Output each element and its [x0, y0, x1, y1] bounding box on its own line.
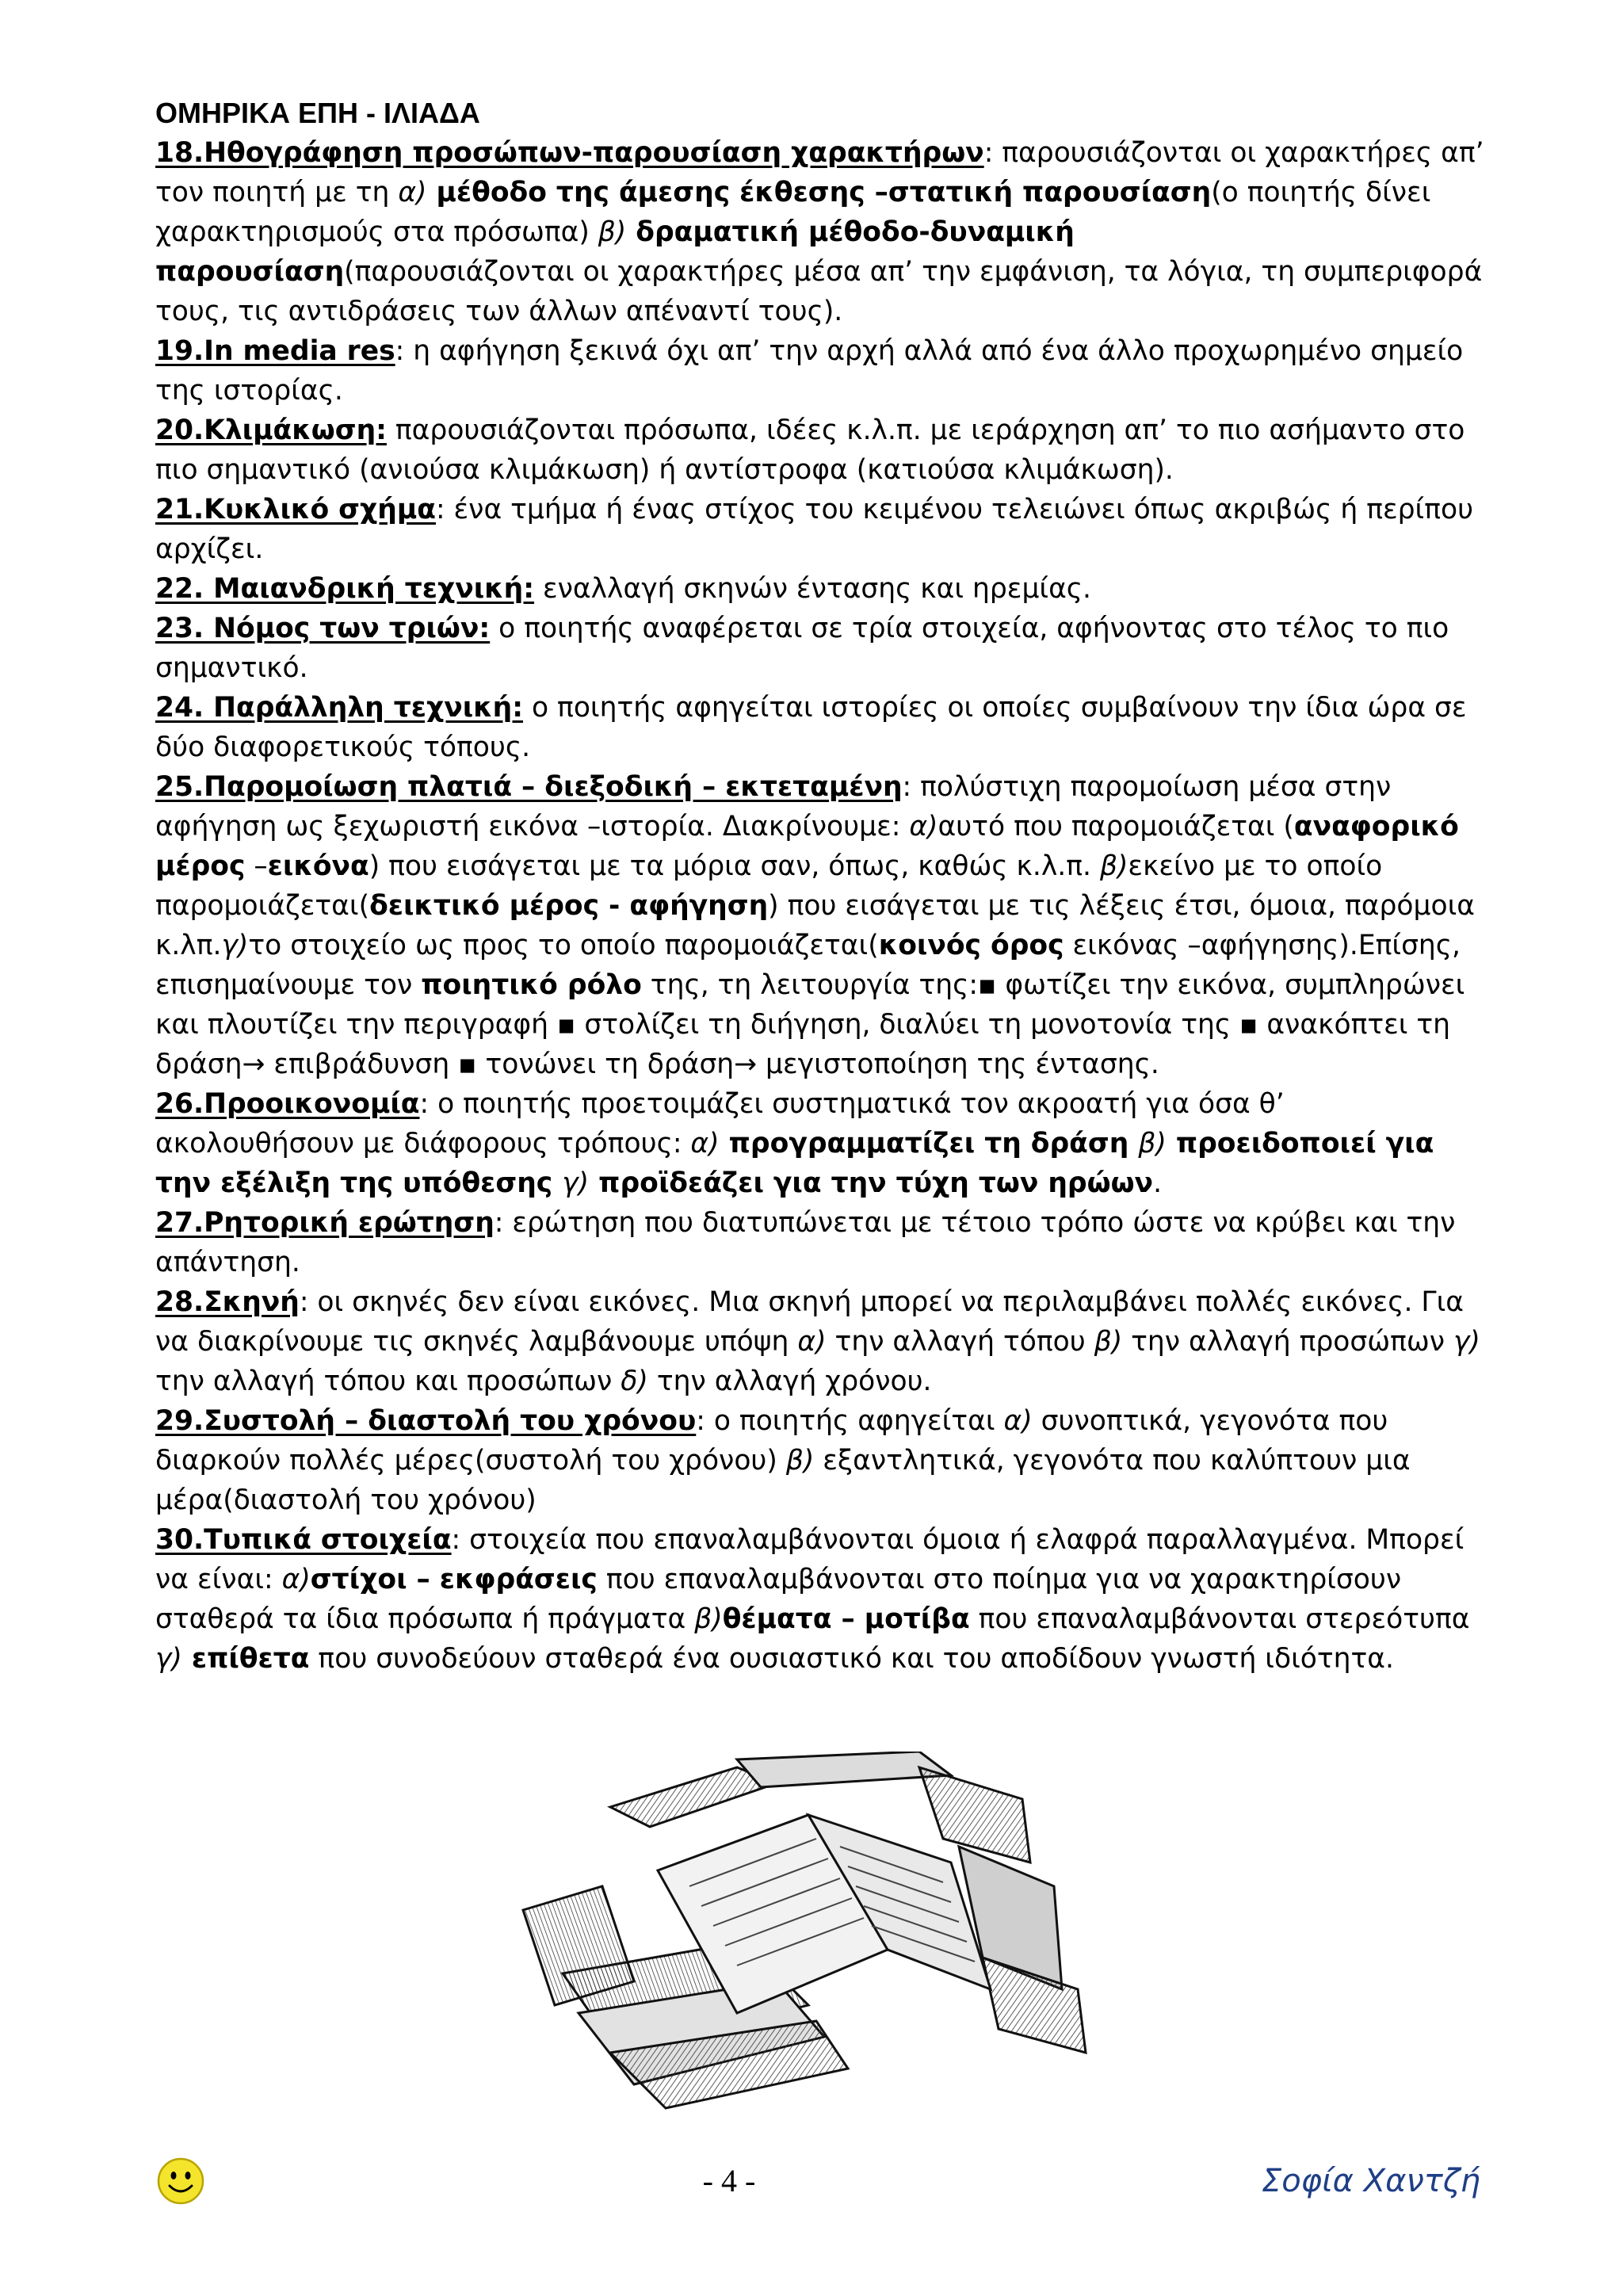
item-25-text-3: – — [245, 850, 268, 882]
item-25-term: 25.Παρομοίωση πλατιά – διεξοδική – εκτεταμένη — [155, 771, 903, 803]
item-29-text: : ο ποιητής αφηγείται — [696, 1405, 1004, 1437]
item-26-alpha: α) — [690, 1128, 720, 1159]
item-22-text: εναλλαγή σκηνών έντασης και ηρεμίας. — [534, 573, 1092, 605]
item-30-bold-2: θέματα – μοτίβα — [722, 1603, 970, 1635]
item-29-term: 29.Συστολή – διαστολή του χρόνου — [155, 1405, 697, 1437]
item-30-text-2: που επαναλαμβάνονται στο ποίημα για να χαρακτηρίσουν σταθερά τα ίδια πρόσωπα ή πράγματα — [155, 1564, 1402, 1635]
item-18-term: 18.Ηθογράφηση προσώπων-παρουσίαση χαρακτήρων — [155, 137, 984, 169]
item-30-text-3: που επαναλαμβάνονται στερεότυπα — [969, 1603, 1470, 1635]
item-28-text: : οι σκηνές δεν είναι εικόνες. Μια σκηνή μπορεί να περιλαμβάνει πολλές εικόνες. Για να διακρίνουμε τις σκηνές λαμβάνουμε υπόψη — [155, 1286, 1465, 1358]
item-23-term: 23. Νόμος των τριών: — [155, 613, 491, 644]
books-illustration — [475, 1752, 1109, 2116]
item-18-text-3: (παρουσιάζονται οι χαρακτήρες μέσα απ’ την εμφάνιση, τα λόγια, τη συμπεριφορά τους, τις αντιδράσεις των άλλων απέναντί τους). — [155, 256, 1483, 327]
item-30-bold-1: στίχοι – εκφράσεις — [310, 1564, 598, 1595]
item-30-bold-3: επίθετα — [181, 1643, 310, 1675]
author-name: Σοφία Χαντζή — [1261, 2163, 1480, 2199]
item-18-text: : παρουσιάζονται οι χαρακτήρες απ’ τον ποιητή με τη — [155, 137, 1484, 208]
item-26 — [155, 1084, 1487, 1203]
item-25-bold-4: κοινός όρος — [878, 930, 1064, 961]
item-25 — [155, 767, 1487, 1084]
item-27-text: : ερώτηση που διατυπώνεται με τέτοιο τρόπο ώστε να κρύβει και την απάντηση. — [155, 1207, 1456, 1278]
item-28-text-2: την αλλαγή τόπου — [826, 1326, 1094, 1358]
item-30-text-4: που συνοδεύουν σταθερά ένα ουσιαστικό και του αποδίδουν γνωστή ιδιότητα. — [309, 1643, 1394, 1675]
item-29-alpha: α) — [1003, 1405, 1033, 1437]
item-18-bold-1: μέθοδο της άμεσης έκθεσης –στατική παρουσίαση — [426, 177, 1212, 208]
item-28-beta: β) — [1094, 1326, 1123, 1358]
item-18-beta: β) — [598, 216, 627, 248]
item-25-bold-5: ποιητικό ρόλο — [421, 969, 642, 1001]
item-25-bold-1: αναφορικό μέρος — [155, 811, 1459, 882]
item-26-gamma: γ) — [562, 1167, 590, 1199]
item-22-term: 22. Μαιανδρική τεχνική: — [155, 573, 535, 605]
item-25-text-4: ) που εισάγεται με τα μόρια σαν, όπως, καθώς κ.λ.π. — [369, 850, 1100, 882]
item-28-gamma: γ) — [1453, 1326, 1480, 1358]
item-20-term: 20.Κλιμάκωση: — [155, 415, 387, 446]
item-26-bold-3: προϊδεάζει για την τύχη των ηρώων — [589, 1167, 1154, 1199]
item-24-term: 24. Παράλληλη τεχνική: — [155, 692, 524, 724]
item-28-delta: δ) — [621, 1366, 648, 1397]
item-28-term: 28.Σκηνή — [155, 1286, 300, 1318]
item-30 — [155, 1520, 1487, 1679]
item-25-text-8: εικόνας –αφήγησης).Επίσης, επισημαίνουμε τον — [155, 930, 1461, 1001]
item-29-beta: β) — [785, 1445, 815, 1477]
item-18-text-2: (ο ποιητής δίνει χαρακτηρισμούς στα πρόσωπα) — [155, 177, 1431, 248]
item-30-gamma: γ) — [155, 1643, 182, 1675]
item-28-alpha: α) — [797, 1326, 827, 1358]
item-25-text-6: ) που εισάγεται με τις λέξεις έτσι, όμοια, παρόμοια κ.λπ. — [155, 890, 1475, 961]
item-19-term: 19.In media res — [155, 335, 395, 367]
item-23-text: ο ποιητής αναφέρεται σε τρία στοιχεία, αφήνοντας στο τέλος το πιο σημαντικό. — [155, 613, 1449, 684]
item-26-term: 26.Προοικονομία — [155, 1088, 420, 1120]
item-24 — [155, 688, 1487, 767]
item-18 — [155, 133, 1487, 331]
item-29-text-3: εξαντλητικά, γεγονότα που καλύπτουν μια μέρα(διαστολή του χρόνου) — [155, 1445, 1411, 1516]
item-29-text-2: συνοπτικά, γεγονότα που διαρκούν πολλές μέρες(συστολή του χρόνου) — [155, 1405, 1388, 1477]
item-26-bold-1: προγραμματίζει τη δράση — [719, 1128, 1139, 1159]
item-22 — [155, 569, 1487, 609]
item-21-term: 21.Κυκλικό σχήμα — [155, 494, 436, 525]
item-25-text-5: εκείνο με το οποίο παρομοιάζεται( — [155, 850, 1383, 922]
item-19-text: : η αφήγηση ξεκινά όχι απ’ την αρχή αλλά από ένα άλλο προχωρημένο σημείο της ιστορίας. — [155, 335, 1464, 407]
item-26-text-2: . — [1153, 1167, 1163, 1199]
item-18-bold-2: δραματική μέθοδο-δυναμική παρουσίαση — [155, 216, 1075, 288]
item-30-text: : στοιχεία που επαναλαμβάνονται όμοια ή ελαφρά παραλλαγμένα. Μπορεί να είναι: — [155, 1524, 1465, 1595]
page-number: - 4 - — [702, 2163, 756, 2199]
item-21-text: : ένα τμήμα ή ένας στίχος του κειμένου τελειώνει όπως ακριβώς ή περίπου αρχίζει. — [155, 494, 1474, 565]
item-27-term: 27.Ρητορική ερώτηση — [155, 1207, 495, 1239]
item-30-beta: β) — [694, 1603, 723, 1635]
item-18-alpha: α) — [398, 177, 427, 208]
item-25-bold-3: δεικτικό μέρος - αφήγηση — [369, 890, 769, 922]
item-20-text: παρουσιάζονται πρόσωπα, ιδέες κ.λ.π. με ιεράρχηση απ’ το πιο ασήμαντο στο πιο σημαντικό (ανιούσα κλιμάκωση) ή αντίστροφα (κατιούσα κλιμάκωση). — [155, 415, 1465, 486]
smiley-icon — [155, 2156, 206, 2206]
item-25-gamma: γ) — [221, 930, 249, 961]
item-28-text-4: την αλλαγή τόπου και προσώπων — [155, 1366, 621, 1397]
item-25-text-7: το στοιχείο ως προς το οποίο παρομοιάζεται( — [248, 930, 879, 961]
item-26-beta: β) — [1138, 1128, 1167, 1159]
item-25-bold-2: εικόνα — [267, 850, 369, 882]
item-27 — [155, 1203, 1487, 1282]
document-body — [155, 94, 1487, 1679]
item-24-text: ο ποιητής αφηγείται ιστορίες οι οποίες συμβαίνουν την ίδια ώρα σε δύο διαφορετικούς τόπους. — [155, 692, 1467, 763]
item-25-alpha: α) — [909, 811, 938, 842]
document-header: ΟΜΗΡΙΚΑ ΕΠΗ - ΙΛΙΑΔΑ — [155, 97, 480, 129]
item-28-text-3: την αλλαγή προσώπων — [1122, 1326, 1454, 1358]
item-23 — [155, 609, 1487, 688]
item-25-text-2: αυτό που παρομοιάζεται ( — [938, 811, 1294, 842]
item-26-text: : ο ποιητής προετοιμάζει συστηματικά τον ακροατή για όσα θ’ ακολουθήσουν με διάφορους τρόπους: — [155, 1088, 1285, 1159]
item-20 — [155, 411, 1487, 490]
item-30-alpha: α) — [281, 1564, 311, 1595]
item-25-beta: β) — [1099, 850, 1128, 882]
item-28 — [155, 1282, 1487, 1401]
item-30-term: 30.Τυπικά στοιχεία — [155, 1524, 452, 1556]
item-21 — [155, 490, 1487, 569]
item-25-text: : πολύστιχη παρομοίωση μέσα στην αφήγηση ως ξεχωριστή εικόνα –ιστορία. Διακρίνουμε: — [155, 771, 1392, 842]
item-25-text-9: της, τη λειτουργία της:▪ φωτίζει την εικόνα, συμπληρώνει και πλουτίζει την περιγραφή ▪ στολίζει τη διήγηση, διαλύει τη μονοτονία της ▪ ανακόπτει τη δράση→ επιβράδυνση ▪ τονώνει τη δράση→ μεγιστοποίηση της έντασης. — [155, 969, 1465, 1080]
item-19 — [155, 331, 1487, 411]
item-26-bold-2: προειδοποιεί για την εξέλιξη της υπόθεσης — [155, 1128, 1434, 1199]
item-28-text-5: την αλλαγή χρόνου. — [647, 1366, 932, 1397]
item-29 — [155, 1401, 1487, 1520]
